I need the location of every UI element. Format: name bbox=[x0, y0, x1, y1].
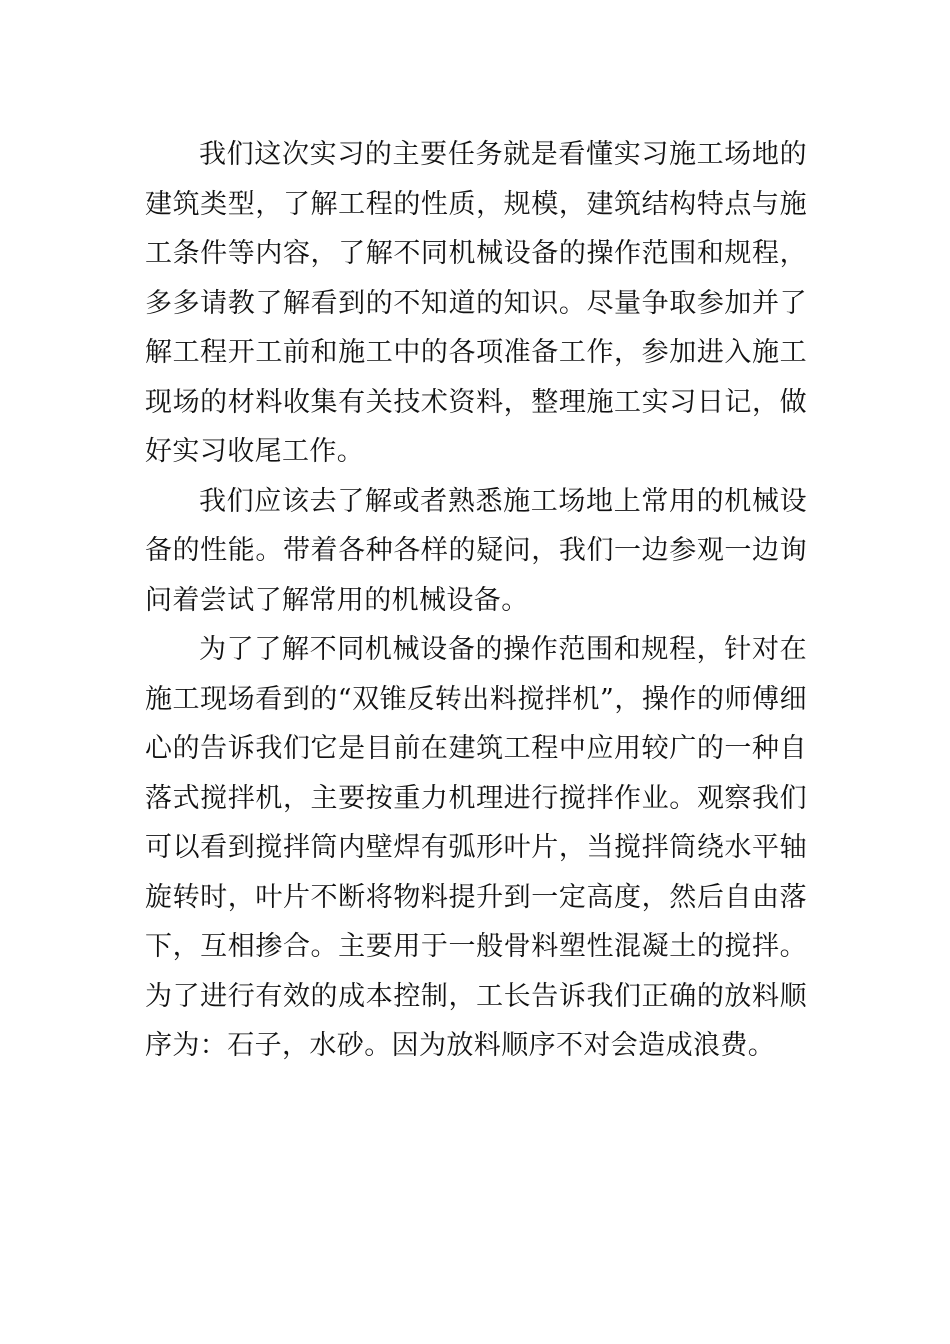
paragraph-internship-tasks: 我们这次实习的主要任务就是看懂实习施工场地的建筑类型，了解工程的性质，规模，建筑结构特点与施工条件等内容，了解不同机械设备的操作范围和规程，多多请教了解看到的不知道的知识。尽量争取参加并了解工程开工前和施工中的各项准备工作，参加进入施工现场的材料收集有关技术资料，整理施工实习日记，做好实习收尾工作。 bbox=[145, 139, 807, 467]
document-body bbox=[145, 130, 807, 1071]
paragraph-machinery-performance: 我们应该去了解或者熟悉施工场地上常用的机械设备的性能。带着各种各样的疑问，我们一边参观一边询问着尝试了解常用的机械设备。 bbox=[145, 485, 807, 616]
paragraph-mixer-description: 为了了解不同机械设备的操作范围和规程，针对在施工现场看到的“双锥反转出料搅拌机”，操作的师傅细心的告诉我们它是目前在建筑工程中应用较广的一种自落式搅拌机，主要按重力机理进行搅拌作业。观察我们可以看到搅拌筒内壁焊有弧形叶片，当搅拌筒绕水平轴旋转时，叶片不断将物料提升到一定高度，然后自由落下，互相掺合。主要用于一般骨料塑性混凝土的搅拌。为了进行有效的成本控制，工长告诉我们正确的放料顺序为：石子，水砂。因为放料顺序不对会造成浪费。 bbox=[145, 634, 807, 1061]
